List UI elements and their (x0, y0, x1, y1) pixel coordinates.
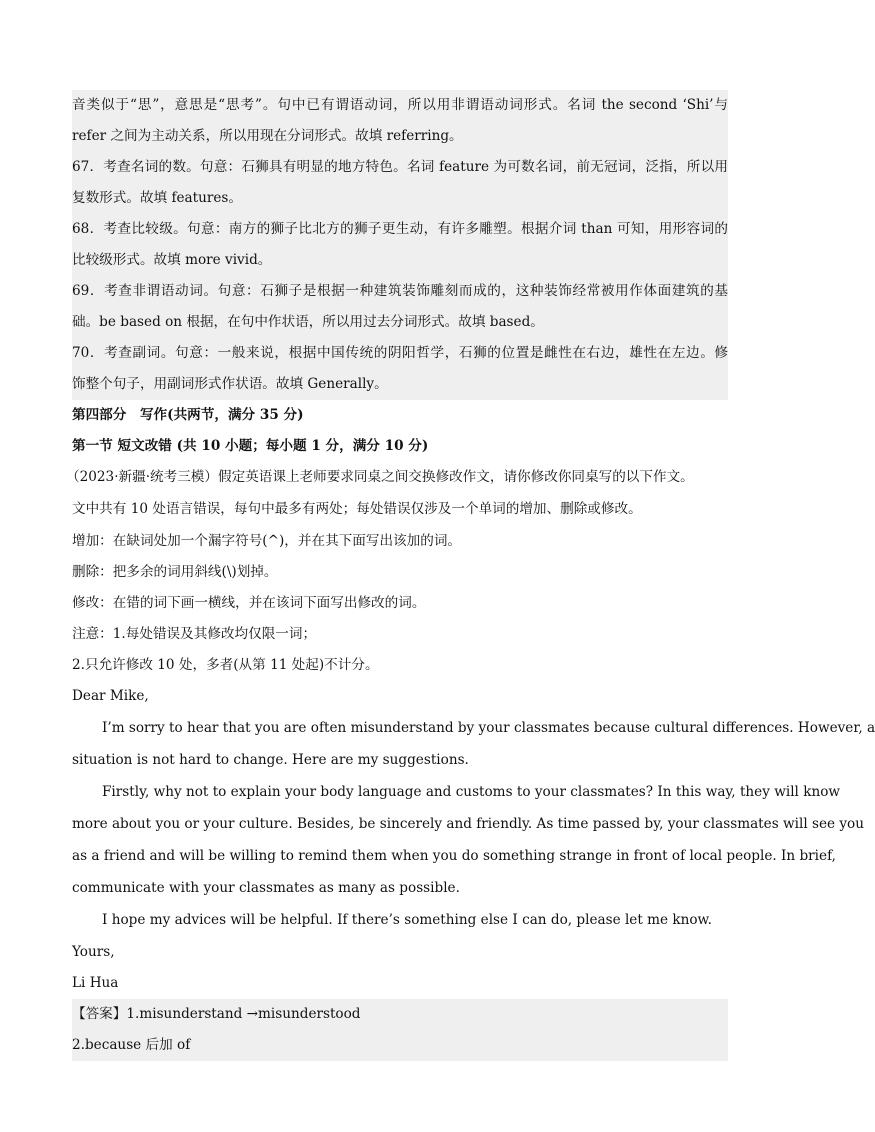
letter-greeting: Dear Mike, (72, 688, 149, 704)
letter-line: I’m sorry to hear that you are often misunderstand by your classmates because cultural differences. However, a (102, 720, 875, 736)
explanation-line: 70．考查副词。句意：一般来说，根据中国传统的阴阳哲学，石狮的位置是雌性在右边，雄性在左边。修 (72, 338, 728, 369)
letter-line: communicate with your classmates as many as possible. (72, 880, 460, 896)
explanation-line: 67．考查名词的数。句意：石狮具有明显的地方特色。名词 feature 为可数名词，前无冠词，泛指，所以用 (72, 152, 728, 183)
explanation-line: 68．考查比较级。句意：南方的狮子比北方的狮子更生动，有许多雕塑。根据介词 than 可知，用形容词的 (72, 214, 728, 245)
letter-line: more about you or your culture. Besides, be sincerely and friendly. As time passed by, your classmates will see you (72, 816, 864, 832)
letter-line: I hope my advices will be helpful. If there’s something else I can do, please let me know. (102, 912, 712, 928)
explanation-line: 69．考查非谓语动词。句意：石狮子是根据一种建筑装饰雕刻而成的，这种装饰经常被用作体面建筑的基 (72, 276, 728, 307)
letter-line: as a friend and will be willing to remind them when you do something strange in front of local people. In brief, (72, 848, 836, 864)
section-title: 第一节 短文改错 (共 10 小题；每小题 1 分，满分 10 分) (72, 438, 429, 454)
instruction-line: 注意：1.每处错误及其修改均仅限一词； (72, 626, 317, 642)
letter-signature: Li Hua (72, 975, 119, 991)
instruction-line: 修改：在错的词下画一横线，并在该词下面写出修改的词。 (72, 595, 426, 611)
instruction-line: 增加：在缺词处加一个漏字符号(^)，并在其下面写出该加的词。 (72, 533, 462, 549)
explanation-line: 复数形式。故填 features。 (72, 183, 728, 214)
part-title: 第四部分 写作(共两节，满分 35 分) (72, 407, 304, 423)
instruction-line: 文中共有 10 处语言错误，每句中最多有两处；每处错误仅涉及一个单词的增加、删除或修改。 (72, 501, 642, 517)
explanation-line: 础。be based on 根据，在句中作状语，所以用过去分词形式。故填 based。 (72, 307, 728, 338)
letter-line: situation is not hard to change. Here are my suggestions. (72, 752, 469, 768)
answer-line: 2.because 后加 of (72, 1030, 728, 1061)
instruction-line: 删除：把多余的词用斜线(\)划掉。 (72, 564, 278, 580)
instruction-line: （2023·新疆·统考三模）假定英语课上老师要求同桌之间交换修改作文，请你修改你同桌写的以下作文。 (66, 469, 694, 485)
explanation-line: 比较级形式。故填 more vivid。 (72, 245, 728, 276)
letter-line: Firstly, why not to explain your body language and customs to your classmates? In this way, they will know (102, 784, 841, 800)
answer-line: 【答案】1.misunderstand →misunderstood (72, 999, 728, 1030)
explanation-line: refer 之间为主动关系，所以用现在分词形式。故填 referring。 (72, 121, 728, 152)
letter-closing: Yours, (72, 944, 115, 960)
explanation-line: 音类似于“思”，意思是“思考”。句中已有谓语动词，所以用非谓语动词形式。名词 the second ‘Shi’与 (72, 90, 728, 121)
explanation-line: 饰整个句子，用副词形式作状语。故填 Generally。 (72, 369, 728, 400)
instruction-line: 2.只允许修改 10 处，多者(从第 11 处起)不计分。 (72, 657, 379, 673)
